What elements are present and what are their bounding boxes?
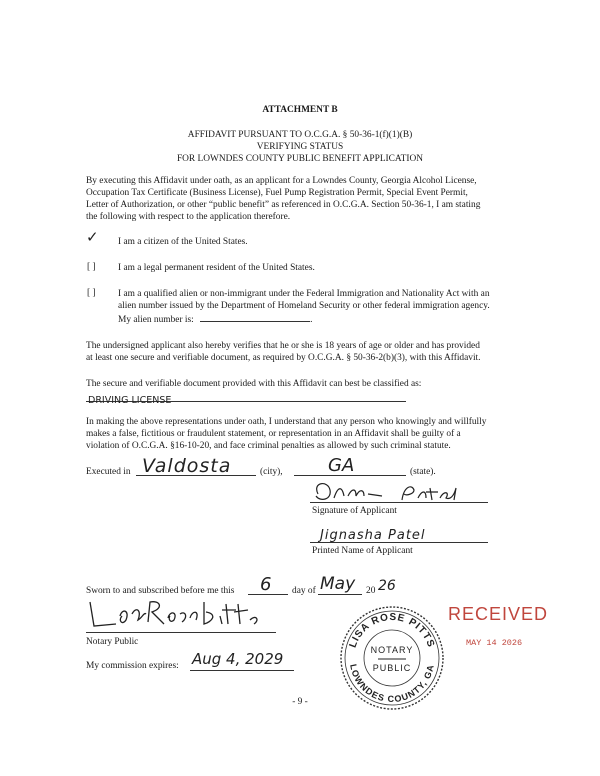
- alien-number-label: My alien number is:: [118, 315, 194, 325]
- notary-public-label: Notary Public: [86, 637, 139, 647]
- alien-number-row: My alien number is: .: [118, 312, 528, 326]
- option-permanent-resident-text: I am a legal permanent resident of the United States.: [118, 263, 315, 273]
- option-alien-text: [118, 288, 528, 326]
- sworn-month-value: May: [320, 574, 356, 594]
- day-of-label: day of: [292, 586, 316, 596]
- verify-line-2: at least one secure and verifiable document, as required by O.C.G.A. § 50-36-2(b)(3), with this Affidavit.: [86, 353, 481, 363]
- state-label: (state).: [410, 467, 436, 477]
- year-prefix: 20: [366, 586, 376, 596]
- option-permanent-resident-checkbox[interactable]: [ ]: [87, 262, 96, 272]
- penalty-paragraph: [86, 416, 531, 452]
- intro-line-1: By executing this Affidavit under oath, as an applicant for a Lowndes County, Georgia Alcohol License,: [86, 176, 477, 186]
- commission-date-field[interactable]: [190, 650, 294, 671]
- option-alien-checkbox[interactable]: [ ]: [87, 288, 96, 298]
- notary-signature-icon: [86, 596, 276, 632]
- printed-name-label: Printed Name of Applicant: [312, 546, 413, 556]
- notary-seal-icon: [338, 604, 446, 712]
- signature-line[interactable]: [310, 502, 488, 503]
- verify-line-1: The undersigned applicant also hereby verifies that he or she is 18 years of age or older and has provided: [86, 341, 480, 351]
- heading-line-2: VERIFYING STATUS: [256, 142, 344, 152]
- executed-state-value: GA: [328, 455, 355, 476]
- sworn-label: Sworn to and subscribed before me this: [86, 586, 235, 596]
- heading-line-3: FOR LOWNDES COUNTY PUBLIC BENEFIT APPLICATION: [176, 154, 424, 164]
- secure-document-value: DRIVING LICENSE: [88, 395, 172, 406]
- secure-document-field[interactable]: [86, 390, 406, 406]
- commission-date-value: Aug 4, 2029: [192, 650, 284, 668]
- penalty-line-1: In making the above representations under oath, I understand that any person who knowingly and willfully: [86, 417, 487, 427]
- penalty-line-3: violation of O.C.G.A. §16-10-20, and face criminal penalties as allowed by such criminal statute.: [86, 441, 451, 451]
- svg-text:LOWNDES COUNTY, GA: LOWNDES COUNTY, GA: [348, 663, 436, 705]
- year-suffix[interactable]: 26: [378, 578, 396, 594]
- alien-number-field[interactable]: [200, 312, 310, 322]
- option-alien-line-1: I am a qualified alien or non-immigrant under the Federal Immigration and Nationality Act with an: [118, 289, 490, 299]
- executed-city-value: Valdosta: [142, 455, 232, 477]
- printed-name-field[interactable]: [310, 526, 488, 543]
- sworn-month-field[interactable]: [318, 574, 362, 595]
- received-date: MAY 14 2026: [466, 638, 523, 648]
- city-label: (city),: [260, 467, 283, 477]
- svg-text:NOTARY: NOTARY: [370, 645, 414, 655]
- penalty-line-2: makes a false, fictitious or fraudulent statement, or representation in an Affidavit shall be guilty of a: [86, 429, 461, 439]
- option-citizen-text: I am a citizen of the United States.: [118, 237, 248, 247]
- verification-paragraph: [86, 340, 526, 364]
- sworn-day-value: 6: [260, 574, 272, 595]
- svg-text:LISA ROSE PITTS: LISA ROSE PITTS: [347, 611, 437, 650]
- secure-document-label: The secure and verifiable document provided with this Affidavit can best be classified as:: [86, 379, 422, 389]
- received-stamp: RECEIVED: [448, 604, 549, 624]
- executed-city-field[interactable]: [136, 455, 256, 476]
- intro-paragraph: [86, 175, 526, 223]
- notary-signature-line[interactable]: [86, 632, 276, 633]
- signature-label: Signature of Applicant: [312, 506, 397, 516]
- svg-text:PUBLIC: PUBLIC: [372, 663, 412, 673]
- attachment-title: ATTACHMENT B: [262, 105, 338, 115]
- page-number: - 9 -: [292, 697, 308, 707]
- printed-name-value: Jignasha Patel: [320, 528, 426, 543]
- sworn-day-field[interactable]: [248, 574, 288, 595]
- intro-line-2: Occupation Tax Certificate (Business License), Fuel Pump Registration Permit, Special Event Permit,: [86, 188, 468, 198]
- executed-state-field[interactable]: [294, 455, 406, 476]
- checkmark-icon[interactable]: ✓: [86, 228, 99, 246]
- intro-line-4: the following with respect to the application therefore.: [86, 212, 291, 222]
- option-alien-line-2: alien number issued by the Department of Homeland Security or other federal immigration agency.: [118, 301, 490, 311]
- commission-label: My commission expires:: [86, 661, 179, 671]
- heading-line-1: AFFIDAVIT PURSUANT TO O.C.G.A. § 50-36-1(f)(1)(B): [187, 130, 413, 140]
- intro-line-3: Letter of Authorization, or other “public benefit” as referenced in O.C.G.A. Section 50-36-1, I am stating: [86, 200, 481, 210]
- executed-label: Executed in: [86, 467, 131, 477]
